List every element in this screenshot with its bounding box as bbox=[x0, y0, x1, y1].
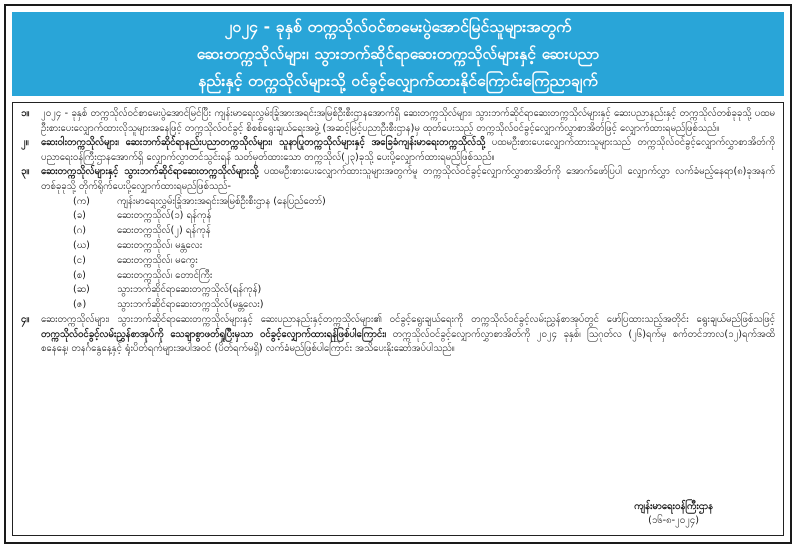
list-item-label: ဆေးတက္ကသိုလ်(၂) ရန်ကုန် bbox=[117, 225, 211, 237]
list-item-marker: (ဃ) bbox=[73, 239, 90, 251]
list-item bbox=[73, 195, 775, 210]
list-item bbox=[73, 254, 775, 269]
list-item-marker: (ဇ) bbox=[73, 299, 87, 311]
list-item-marker: (ဆ) bbox=[73, 284, 90, 296]
list-item bbox=[73, 269, 775, 284]
list-item-label: ကျန်းမာရေးလွှမ်းခြုံအားအရင်းအမြစ်ဦးစီးဌာန (နေပြည်တော်) bbox=[117, 195, 326, 207]
list-item-marker: (ဂ) bbox=[73, 225, 86, 237]
paragraph-4-body bbox=[41, 313, 775, 357]
list-item bbox=[73, 298, 775, 313]
list-item-marker: (စ) bbox=[73, 269, 86, 281]
paragraph-4-bold-text: တက္ကသိုလ်ဝင်ခွင့်လမ်းညွှန်စာအုပ်ကို သေချာစွာဖတ်ရှုပြီးမှသာ ဝင်ခွင့်လျှောက်ထားရန်ဖြစ်ပါကြောင်း၊ bbox=[41, 328, 387, 340]
paragraph-4-text: ဆေးတက္ကသိုလ်များ၊ သွားဘက်ဆိုင်ရာဆေးတက္ကသိုလ်များနှင့် ဆေးပညာနည်းနှင့်တက္ကသိုလ်များ၏ ဝင်ခွင့်ရွေးချယ်ရေးကို တက္ကသိုလ်ဝင်ခွင့်လမ်းညွှန်စာအုပ်တွင် ဖော်ပြထားသည့်အတိုင်း ရွေးချယ်မည်ဖြစ်သဖြင့် bbox=[41, 313, 775, 325]
issuing-ministry: ကျန်းမာရေးဝန်ကြီးဌာန bbox=[634, 500, 713, 512]
announcement-banner bbox=[12, 12, 784, 96]
paragraph-3-number: ၃။ bbox=[21, 166, 30, 178]
banner-title-line-3: နည်းနှင့် တက္ကသိုလ်များသို့ ဝင်ခွင့်လျှောက်ထားနိုင်ကြောင်းကြေညာချက် bbox=[198, 71, 598, 90]
list-item bbox=[73, 224, 775, 239]
signature-block bbox=[634, 500, 713, 529]
list-item-marker: (က) bbox=[73, 195, 90, 207]
list-item-marker: (ခ) bbox=[73, 210, 86, 222]
list-item-label: သွားဘက်ဆိုင်ရာဆေးတက္ကသိုလ်(ရန်ကုန်) bbox=[117, 284, 262, 296]
list-item bbox=[73, 283, 775, 298]
paragraph-2 bbox=[21, 136, 775, 165]
list-item-label: ဆေးတက္ကသိုလ်၊ မန္တလေး bbox=[117, 239, 203, 251]
paragraph-1-text: ၂၀၂၄ - ခုနှစ် တက္ကသိုလ်ဝင်စာမေးပွဲအောင်မြင်ပြီး ကျန်းမာရေးလွှမ်းခြုံအားအရင်းအမြစ်ဦးစီးဌာနအောက်ရှိ ဆေးတက္ကသိုလ်များ၊ သွားဘက်ဆိုင်ရာဆေးတက္ကသိုလ်များနှင့် ဆေးပညာနည်းနှင့် တက္ကသိုလ်တစ်ခုခုသို့ ပထမဦးစားပေးလျှောက်ထားလိုသူများအနေဖြင့် တက္ကသိုလ်ဝင်ခွင့် စိစစ်ရွေးချယ်ရေးအဖွဲ့ (အဆင့်မြင့်ပညာဦးစီးဌာန)မှ ထုတ်ပေးသည့် တက္ကသိုလ်ဝင်ခွင့်လျှောက်လွှာစာအိတ်ဖြင့် လျှောက်ထားရမည်ဖြစ်သည်။ bbox=[41, 108, 775, 134]
announcement-body bbox=[12, 102, 784, 536]
banner-title-line-2: ဆေးတက္ကသိုလ်များ၊ သွားဘက်ဆိုင်ရာဆေးတက္ကသိုလ်များနှင့် ဆေးပညာ bbox=[196, 44, 600, 63]
list-item-label: ဆေးတက္ကသိုလ်၊ မကွေး bbox=[117, 254, 198, 266]
paragraph-3-bold-text: ဆေးတက္ကသိုလ်များနှင့် သွားဘက်ဆိုင်ရာဆေးတက္ကသိုလ်များသို့ bbox=[41, 166, 259, 178]
banner-title-line-1: ၂၀၂၄ - ခုနှစ် တက္ကသိုလ်ဝင်စာမေးပွဲအောင်မြင်သူများအတွက် bbox=[224, 17, 572, 36]
application-locations-list bbox=[73, 195, 775, 313]
paragraph-1 bbox=[21, 107, 775, 136]
paragraph-2-bold-text: ဆေးဝါးတက္ကသိုလ်များ၊ ဆေးဘက်ဆိုင်ရာနည်းပညာတက္ကသိုလ်များ၊ သူနာပြုတက္ကသိုလ်များနှင့် အခြေခံကျန်းမာရေးတက္ကသိုလ်သို့ bbox=[41, 137, 486, 149]
paragraph-3-body bbox=[41, 165, 775, 194]
paragraph-4 bbox=[21, 313, 775, 357]
paragraph-2-text: ပထမဦးစားပေးလျှောက်ထားသူများသည် တက္ကသိုလ်ဝင်ခွင့်လျှောက်လွှာစာအိတ်ကို ပညာရေးဝန်ကြီးဌာနအောက်ရှိ လျှောက်လွှာတင်သွင်းရန် သတ်မှတ်ထားသော တက္ကသိုလ်(၂၃)ခုသို့ ပေးပို့လျှောက်ထားရမည်ဖြစ်သည်။ bbox=[41, 137, 775, 163]
paragraph-1-number: ၁။ bbox=[21, 108, 30, 119]
list-item bbox=[73, 239, 775, 254]
paragraph-3 bbox=[21, 165, 775, 194]
paragraph-2-number: ၂။ bbox=[21, 137, 29, 149]
list-item bbox=[73, 209, 775, 224]
announcement-frame bbox=[4, 4, 792, 544]
list-item-label: သွားဘက်ဆိုင်ရာဆေးတက္ကသိုလ်(မန္တလေး) bbox=[117, 299, 264, 311]
paragraph-3-text: ပထမဦးစားပေးလျှောက်ထားသူများအတွက်မူ တက္ကသိုလ်ဝင်ခွင့်လျှောက်လွှာစာအိတ်ကို အောက်ဖော်ပြပါ လျှောက်လွှာ လက်ခံမည့်နေရာ(၈)ခုအနက် တစ်ခုခုသို့ တိုက်ရိုက်ပေးပို့လျှောက်ထားရမည်ဖြစ်သည်- bbox=[41, 166, 775, 192]
list-item-label: ဆေးတက္ကသိုလ်(၁) ရန်ကုန် bbox=[117, 210, 212, 222]
paragraph-4-number: ၄။ bbox=[21, 313, 30, 325]
paragraph-4-text-2: တက္ကသိုလ်ဝင်ခွင့်လျှောက်လွှာစာအိတ်ကို ၂၀၂၄ ခုနှစ်၊ ဩဂုတ်လ (၂၆)ရက်မှ စက်တင်ဘာလ(၁၂)ရက်အထိ စနေနေ့၊ တနင်္ဂနွေနေ့နှင့် ရုံးပိတ်ရက်များအပါအဝင် (ပိတ်ရက်မရှိ) လက်ခံမည်ဖြစ်ပါကြောင်း အသိပေးနိုးဆော်အပ်ပါသည်။ bbox=[41, 328, 775, 355]
list-item-marker: (င) bbox=[73, 254, 86, 266]
paragraph-2-body bbox=[41, 136, 775, 165]
issue-date: (၁၆-၈-၂၀၂၄) bbox=[648, 515, 699, 527]
list-item-label: ဆေးတက္ကသိုလ်၊ တောင်ကြီး bbox=[117, 269, 213, 281]
